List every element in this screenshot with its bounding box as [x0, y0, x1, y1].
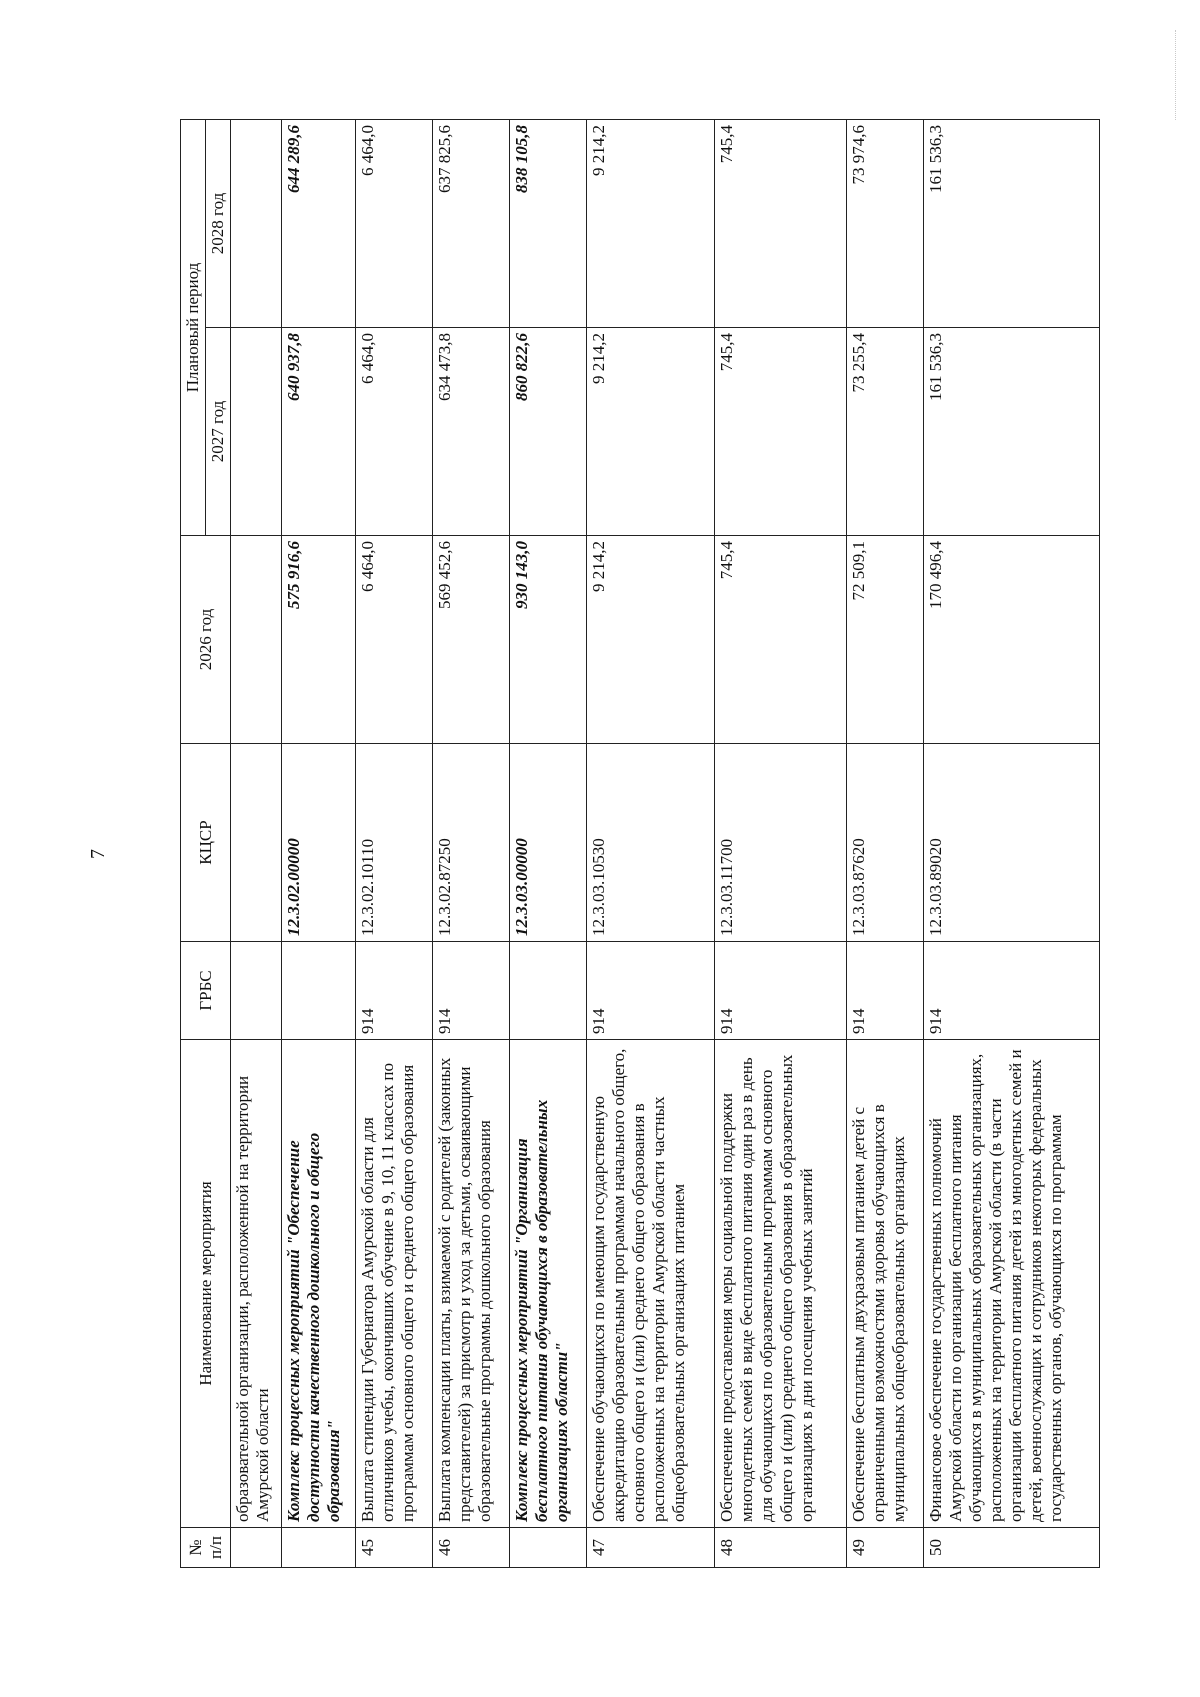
row-2028: 745,4 [714, 119, 846, 327]
row-2027: 9 214,2 [587, 328, 715, 536]
row-grbs: 914 [923, 942, 1099, 1040]
row-2026: 569 452,6 [433, 536, 510, 744]
row-2027: 860 822,6 [510, 328, 587, 536]
row-2028: 637 825,6 [433, 119, 510, 327]
table-row [587, 119, 715, 1567]
table-row [433, 119, 510, 1567]
row-num [510, 1528, 587, 1568]
row-name: Выплата стипендии Губернатора Амурской области для отличников учебы, окончивших обучение в 9, 10, 11 классах по программам основного общего и среднего общего образования [356, 1040, 433, 1528]
header-plan-period: Плановый период [181, 119, 206, 535]
row-num: 46 [433, 1528, 510, 1568]
row-2028 [231, 119, 282, 327]
row-2027: 640 937,8 [281, 328, 356, 536]
row-2027: 634 473,8 [433, 328, 510, 536]
row-2028: 838 105,8 [510, 119, 587, 327]
row-2026: 930 143,0 [510, 536, 587, 744]
row-name: Выплата компенсации платы, взимаемой с родителей (законных представителей) за присмотр и уход за детьми, осваивающими образовательные программы дошкольного образования [433, 1040, 510, 1528]
row-name: Обеспечение предоставления меры социальной поддержки многодетных семей в виде бесплатного питания один раз в день для обучающихся по образовательным программам основного общего и (или) среднего общего образования в образовательных организациях в дни посещения учебных занятий [714, 1040, 846, 1528]
row-name: Комплекс процессных мероприятий "Организация бесплатного питания обучающихся в образовательных организациях области" [510, 1040, 587, 1528]
row-2028: 73 974,6 [846, 119, 923, 327]
row-grbs [231, 942, 282, 1040]
header-num: № п/п [181, 1528, 231, 1568]
row-num: 48 [714, 1528, 846, 1568]
row-num: 50 [923, 1528, 1099, 1568]
row-2028: 161 536,3 [923, 119, 1099, 327]
row-grbs: 914 [587, 942, 715, 1040]
row-kcsr: 12.3.03.11700 [714, 744, 846, 942]
row-num [281, 1528, 356, 1568]
row-2027: 6 464,0 [356, 328, 433, 536]
header-grbs: ГРБС [181, 942, 231, 1040]
row-name: Обеспечение бесплатным двухразовым питанием детей с ограниченными возможностями здоровья обучающихся в муниципальных общеобразовательных организациях [846, 1040, 923, 1528]
row-2027: 73 255,4 [846, 328, 923, 536]
row-grbs: 914 [846, 942, 923, 1040]
table-row-section [510, 119, 587, 1567]
row-kcsr: 12.3.02.10110 [356, 744, 433, 942]
row-2027: 745,4 [714, 328, 846, 536]
header-name: Наименование мероприятия [181, 1040, 231, 1528]
rotated-table-wrapper [180, 120, 1100, 1568]
row-kcsr: 12.3.03.89020 [923, 744, 1099, 942]
table-row [356, 119, 433, 1567]
row-name: Комплекс процессных мероприятий "Обеспечение доступности качественного дошкольного и общего образования" [281, 1040, 356, 1528]
row-2027 [231, 328, 282, 536]
row-grbs: 914 [356, 942, 433, 1040]
row-kcsr: 12.3.02.87250 [433, 744, 510, 942]
row-name: Финансовое обеспечение государственных полномочий Амурской области по организации бесплатного питания обучающихся в муниципальных образовательных организациях, расположенных на территории Амурской области (в части организации бесплатного питания детей из многодетных семей и детей, военнослужащих и сотрудников некоторых федеральных государственных органов, обучающихся по программам [923, 1040, 1099, 1528]
header-kcsr: КЦСР [181, 744, 231, 942]
row-2028: 6 464,0 [356, 119, 433, 327]
row-kcsr: 12.3.02.00000 [281, 744, 356, 942]
row-num: 47 [587, 1528, 715, 1568]
row-kcsr [231, 744, 282, 942]
header-2028: 2028 год [206, 119, 231, 327]
row-kcsr: 12.3.03.00000 [510, 744, 587, 942]
row-grbs [510, 942, 587, 1040]
table-row [714, 119, 846, 1567]
row-num: 45 [356, 1528, 433, 1568]
row-2026: 6 464,0 [356, 536, 433, 744]
row-num: 49 [846, 1528, 923, 1568]
row-2026: 72 509,1 [846, 536, 923, 744]
row-2026 [231, 536, 282, 744]
row-name: Обеспечение обучающихся по имеющим государственную аккредитацию образовательным программам начального общего, основного общего и (или) среднего общего образования в расположенных на территории Амурской области частных общеобразовательных организациях питанием [587, 1040, 715, 1528]
row-num [231, 1528, 282, 1568]
row-2028: 644 289,6 [281, 119, 356, 327]
row-2028: 9 214,2 [587, 119, 715, 327]
header-2027: 2027 год [206, 328, 231, 536]
row-2026: 745,4 [714, 536, 846, 744]
table-row [231, 119, 282, 1567]
row-2026: 575 916,6 [281, 536, 356, 744]
margin-stamp-mark [1175, 30, 1184, 120]
header-2026: 2026 год [181, 536, 231, 744]
row-2027: 161 536,3 [923, 328, 1099, 536]
row-2026: 9 214,2 [587, 536, 715, 744]
row-kcsr: 12.3.03.87620 [846, 744, 923, 942]
row-name: образовательной организации, расположенной на территории Амурской области [231, 1040, 282, 1528]
row-grbs [281, 942, 356, 1040]
budget-table [180, 119, 1100, 1568]
page-number: 7 [86, 849, 109, 859]
table-row [923, 119, 1099, 1567]
row-2026: 170 496,4 [923, 536, 1099, 744]
row-grbs: 914 [714, 942, 846, 1040]
row-grbs: 914 [433, 942, 510, 1040]
row-kcsr: 12.3.03.10530 [587, 744, 715, 942]
table-row [846, 119, 923, 1567]
table-row-section [281, 119, 356, 1567]
